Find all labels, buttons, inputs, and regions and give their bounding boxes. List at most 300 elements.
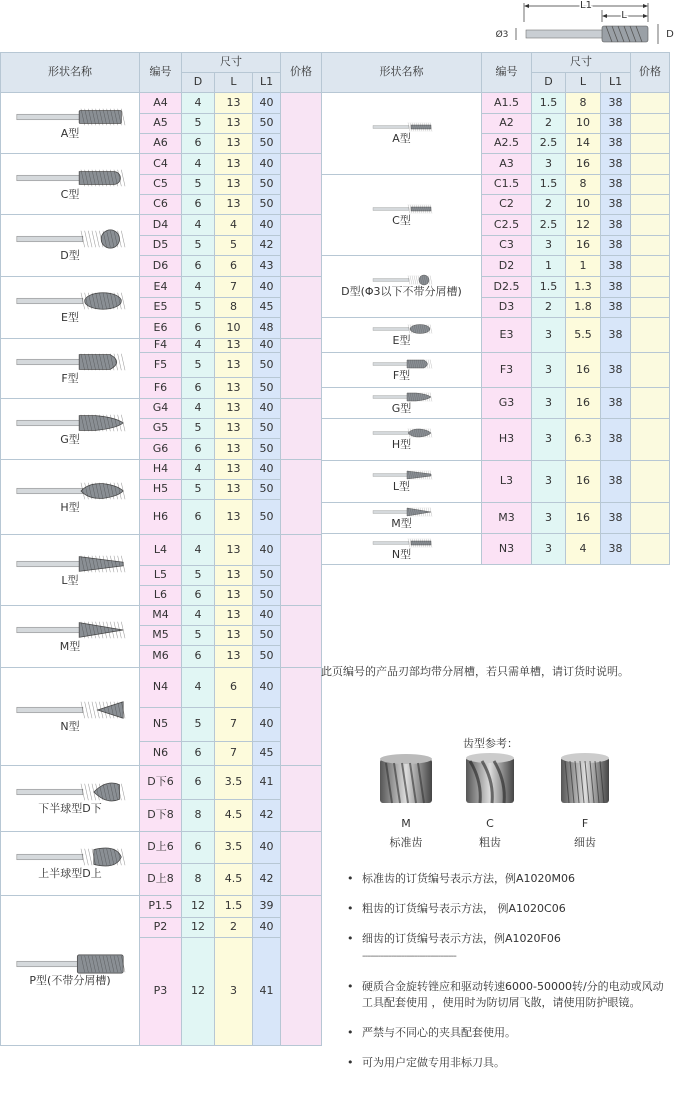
l1-cell: 38	[601, 154, 631, 175]
l-cell: 3.5	[215, 766, 253, 800]
d-cell: 5	[182, 566, 215, 586]
d-cell: 8	[182, 800, 215, 832]
code-cell: H5	[140, 480, 182, 500]
l1-cell: 50	[253, 480, 281, 500]
l1-cell: 45	[253, 298, 281, 318]
code-cell: C2	[482, 195, 532, 215]
l1-cell: 48	[253, 318, 281, 339]
l1-cell: 38	[601, 195, 631, 215]
l-cell: 13	[215, 646, 253, 668]
d-cell: 6	[182, 832, 215, 864]
d-cell: 6	[182, 378, 215, 399]
l-cell: 1.3	[566, 277, 601, 298]
shape-cell	[1, 277, 140, 339]
l-cell: 16	[566, 388, 601, 419]
shape-name: H型	[60, 500, 80, 514]
separator-line: ------------------------------------	[362, 951, 456, 962]
coarse-tooth-image	[462, 753, 518, 807]
shape-cell	[1, 93, 140, 154]
tooth-sample-f	[550, 753, 620, 850]
code-cell: E5	[140, 298, 182, 318]
code-cell: N3	[482, 534, 532, 565]
l-cell: 13	[215, 535, 253, 566]
code-cell: F3	[482, 353, 532, 388]
shape-cell	[1, 535, 140, 606]
l1-cell: 50	[253, 626, 281, 646]
d-cell: 4	[182, 460, 215, 480]
l1-cell: 50	[253, 353, 281, 378]
code-cell: G5	[140, 419, 182, 439]
l1-cell: 40	[253, 154, 281, 175]
d-cell: 5	[182, 353, 215, 378]
fine-tooth-image	[557, 753, 613, 807]
shape-cell	[322, 353, 482, 388]
d-cell: 3	[532, 419, 566, 461]
shape-name: A型	[392, 132, 411, 146]
d-cell: 4	[182, 154, 215, 175]
code-cell: G6	[140, 439, 182, 460]
code-cell: N6	[140, 742, 182, 766]
d-cell: 2	[532, 298, 566, 318]
l-cell: 1.8	[566, 298, 601, 318]
l-cell: 13	[215, 339, 253, 353]
tooth-name: 标准齿	[389, 836, 423, 849]
shape-name: F型	[61, 372, 79, 386]
l1-cell: 42	[253, 236, 281, 256]
dim-d-label: D	[666, 29, 674, 40]
l1-cell: 38	[601, 353, 631, 388]
d-cell: 5	[182, 708, 215, 742]
d-cell: 5	[182, 114, 215, 134]
d-cell: 4	[182, 215, 215, 236]
header-shape: 形状名称	[322, 53, 482, 93]
price-cell	[631, 195, 670, 215]
shape-name: G型	[391, 401, 412, 415]
price-cell	[631, 388, 670, 419]
l-cell: 4.5	[215, 800, 253, 832]
tooth-letter: C	[486, 817, 494, 830]
shape-cell	[322, 503, 482, 534]
l-cell: 4.5	[215, 864, 253, 896]
header-l: L	[566, 73, 601, 93]
d-cell: 3	[532, 503, 566, 534]
shape-name: P型(不带分屑槽)	[29, 974, 111, 988]
code-cell: G3	[482, 388, 532, 419]
l-cell: 13	[215, 500, 253, 535]
bullet-item: • 可为用户定做专用非标刀具。	[341, 1055, 671, 1071]
code-cell: A1.5	[482, 93, 532, 114]
l1-cell: 50	[253, 646, 281, 668]
header-code: 编号	[140, 53, 182, 93]
shape-cell	[322, 175, 482, 256]
code-cell: A3	[482, 154, 532, 175]
l-cell: 8	[566, 175, 601, 195]
d-cell: 6	[182, 586, 215, 606]
order-note: 此页编号的产品刃部均带分屑槽，若只需单槽，请订货时说明。	[321, 665, 629, 678]
l-cell: 3.5	[215, 832, 253, 864]
d-cell: 3	[532, 461, 566, 503]
l1-cell: 42	[253, 864, 281, 896]
price-cell	[631, 277, 670, 298]
shape-cell	[322, 534, 482, 565]
bullet-item: • 粗齿的订货编号表示方法， 例A1020C06	[341, 901, 671, 917]
shape-cell	[322, 256, 482, 318]
table-row	[1, 399, 322, 419]
header-l: L	[215, 73, 253, 93]
code-cell: D3	[482, 298, 532, 318]
l-cell: 13	[215, 566, 253, 586]
l1-cell: 50	[253, 134, 281, 154]
code-cell: M4	[140, 606, 182, 626]
code-cell: F4	[140, 339, 182, 353]
d-cell: 6	[182, 439, 215, 460]
d-cell: 3	[532, 353, 566, 388]
l-cell: 13	[215, 114, 253, 134]
shape-cell	[1, 339, 140, 399]
l1-cell: 50	[253, 500, 281, 535]
code-cell: N4	[140, 668, 182, 708]
l1-cell: 38	[601, 175, 631, 195]
shape-name: N型	[60, 720, 80, 734]
table-row	[1, 668, 322, 708]
bullet-item: • 严禁与不同心的夹具配套使用。	[341, 1025, 671, 1041]
shape-name: F型	[392, 368, 411, 382]
d-cell: 5	[182, 236, 215, 256]
price-cell	[631, 461, 670, 503]
d-cell: 6	[182, 500, 215, 535]
l-cell: 3	[215, 938, 253, 1046]
code-cell: D下8	[140, 800, 182, 832]
l-cell: 13	[215, 586, 253, 606]
d-cell: 2.5	[532, 134, 566, 154]
d-cell: 4	[182, 277, 215, 298]
tooth-sample-c	[455, 753, 525, 850]
dimension-diagram	[480, 0, 688, 52]
d-cell: 4	[182, 668, 215, 708]
table-row	[322, 419, 670, 461]
l-cell: 1.5	[215, 896, 253, 918]
code-cell: C5	[140, 175, 182, 195]
l-cell: 7	[215, 742, 253, 766]
l1-cell: 38	[601, 534, 631, 565]
table-row	[322, 353, 670, 388]
l-cell: 4	[566, 534, 601, 565]
code-cell: F5	[140, 353, 182, 378]
standard-tooth-image	[378, 753, 434, 807]
l1-cell: 50	[253, 114, 281, 134]
price-cell	[281, 535, 322, 606]
ball-tool-icon	[11, 228, 129, 250]
header-d: D	[532, 73, 566, 93]
l-cell: 8	[215, 298, 253, 318]
l-cell: 13	[215, 93, 253, 114]
l-cell: 1	[566, 256, 601, 277]
arch-tool-icon	[11, 351, 129, 373]
right-spec-table	[321, 52, 670, 565]
l-cell: 13	[215, 353, 253, 378]
shape-cell	[322, 461, 482, 503]
d-cell: 5	[182, 175, 215, 195]
l-cell: 13	[215, 134, 253, 154]
price-cell	[281, 832, 322, 896]
d-cell: 6	[182, 742, 215, 766]
shape-name: E型	[61, 311, 79, 325]
table-row	[1, 460, 322, 480]
shape-cell	[322, 93, 482, 175]
code-cell: E3	[482, 318, 532, 353]
header-price: 价格	[281, 53, 322, 93]
l1-cell: 40	[253, 918, 281, 938]
l1-cell: 38	[601, 114, 631, 134]
l-cell: 13	[215, 175, 253, 195]
code-cell: C4	[140, 154, 182, 175]
d-cell: 3	[532, 154, 566, 175]
shape-name: A型	[60, 126, 80, 140]
code-cell: H6	[140, 500, 182, 535]
price-cell	[631, 93, 670, 114]
bullet-item: • 细齿的订货编号表示方法，例A1020F06	[341, 931, 671, 947]
l1-cell: 50	[253, 175, 281, 195]
shape-name: M型	[391, 516, 412, 530]
code-cell: M6	[140, 646, 182, 668]
flame-tool-icon	[11, 480, 129, 502]
cyl-tool-icon	[11, 106, 129, 128]
code-cell: D2	[482, 256, 532, 277]
d-cell: 5	[182, 419, 215, 439]
header-l1: L1	[253, 73, 281, 93]
price-cell	[631, 114, 670, 134]
d-cell: 5	[182, 626, 215, 646]
l-cell: 16	[566, 353, 601, 388]
code-cell: D2.5	[482, 277, 532, 298]
code-cell: M3	[482, 503, 532, 534]
header-code: 编号	[482, 53, 532, 93]
table-row	[1, 896, 322, 918]
shape-cell	[1, 399, 140, 460]
code-cell: D下6	[140, 766, 182, 800]
dim-d3-label: Ø3	[495, 30, 509, 40]
price-cell	[631, 236, 670, 256]
code-cell: E6	[140, 318, 182, 339]
d-cell: 2	[532, 114, 566, 134]
shape-name: E型	[392, 333, 411, 347]
d-cell: 6	[182, 766, 215, 800]
bullet-item: • 标准齿的订货编号表示方法，例A1020M06	[341, 871, 671, 887]
price-cell	[631, 419, 670, 461]
bullet-item: • 硬质合金旋转锉应和驱动转速6000-50000转/分的电动或风动工具配套使用 ，使用时为防切屑飞散，请使用防护眼镜。	[341, 979, 671, 1011]
l1-cell: 40	[253, 708, 281, 742]
code-cell: C6	[140, 195, 182, 215]
d-cell: 6	[182, 256, 215, 277]
d-cell: 1.5	[532, 93, 566, 114]
disc-tool-icon	[11, 953, 129, 975]
l1-cell: 40	[253, 606, 281, 626]
code-cell: A2	[482, 114, 532, 134]
price-cell	[631, 134, 670, 154]
l1-cell: 50	[253, 566, 281, 586]
invcone-tool-icon	[11, 699, 129, 721]
d-cell: 12	[182, 918, 215, 938]
l1-cell: 45	[253, 742, 281, 766]
shape-cell	[1, 460, 140, 535]
l-cell: 13	[215, 419, 253, 439]
d-cell: 3	[532, 318, 566, 353]
l-cell: 10	[566, 114, 601, 134]
d-cell: 8	[182, 864, 215, 896]
d-cell: 1.5	[532, 175, 566, 195]
tooth-letter: F	[581, 817, 589, 830]
shape-name: G型	[60, 432, 80, 446]
l1-cell: 40	[253, 93, 281, 114]
table-row	[1, 277, 322, 298]
shape-name: M型	[59, 640, 81, 654]
header-shape: 形状名称	[1, 53, 140, 93]
code-cell: G4	[140, 399, 182, 419]
code-cell: D4	[140, 215, 182, 236]
l-cell: 5.5	[566, 318, 601, 353]
code-cell: A2.5	[482, 134, 532, 154]
price-cell	[281, 277, 322, 339]
shape-cell	[322, 388, 482, 419]
l1-cell: 41	[253, 938, 281, 1046]
code-cell: N5	[140, 708, 182, 742]
teeth-title: 齿型参考：	[463, 737, 518, 750]
d-cell: 3	[532, 388, 566, 419]
shape-name: 下半球型D下	[38, 802, 102, 816]
d-cell: 1	[532, 256, 566, 277]
l-cell: 13	[215, 460, 253, 480]
header-size: 尺寸	[182, 53, 281, 73]
l1-cell: 40	[253, 399, 281, 419]
tooth-letter: M	[401, 817, 411, 830]
l-cell: 16	[566, 461, 601, 503]
shape-cell	[322, 318, 482, 353]
table-row	[1, 766, 322, 800]
shape-cell	[1, 896, 140, 1046]
code-cell: P2	[140, 918, 182, 938]
shape-cell	[1, 668, 140, 766]
table-row	[322, 175, 670, 195]
l1-cell: 38	[601, 256, 631, 277]
l-cell: 6	[215, 668, 253, 708]
d-cell: 6	[182, 195, 215, 215]
table-row	[322, 318, 670, 353]
price-cell	[281, 215, 322, 277]
l-cell: 16	[566, 236, 601, 256]
price-cell	[631, 534, 670, 565]
l-cell: 6	[215, 256, 253, 277]
code-cell: H3	[482, 419, 532, 461]
d-cell: 4	[182, 93, 215, 114]
d-cell: 6	[182, 646, 215, 668]
price-cell	[631, 256, 670, 277]
price-cell	[281, 339, 322, 399]
header-d: D	[182, 73, 215, 93]
table-row	[322, 93, 670, 114]
code-cell: F6	[140, 378, 182, 399]
code-cell: A6	[140, 134, 182, 154]
code-cell: A4	[140, 93, 182, 114]
halfup-tool-icon	[11, 846, 129, 868]
table-row	[322, 534, 670, 565]
table-row	[1, 154, 322, 175]
l1-cell: 50	[253, 378, 281, 399]
code-cell: E4	[140, 277, 182, 298]
l1-cell: 40	[253, 460, 281, 480]
d-cell: 3	[532, 236, 566, 256]
l-cell: 13	[215, 480, 253, 500]
table-row	[322, 388, 670, 419]
price-cell	[281, 399, 322, 460]
l1-cell: 38	[601, 134, 631, 154]
d-cell: 4	[182, 606, 215, 626]
l1-cell: 50	[253, 439, 281, 460]
shape-name: C型	[60, 187, 80, 201]
tooth-sample-m	[371, 753, 441, 850]
price-cell	[631, 215, 670, 236]
l-cell: 4	[215, 215, 253, 236]
shape-name: 上半球型D上	[38, 867, 102, 881]
code-cell: L4	[140, 535, 182, 566]
l1-cell: 38	[601, 461, 631, 503]
table-row	[1, 606, 322, 626]
price-cell	[281, 668, 322, 766]
notes-panel	[321, 587, 669, 1096]
d-cell: 4	[182, 339, 215, 353]
price-cell	[281, 154, 322, 215]
l1-cell: 39	[253, 896, 281, 918]
d-cell: 1.5	[532, 277, 566, 298]
code-cell: L3	[482, 461, 532, 503]
l1-cell: 38	[601, 298, 631, 318]
l-cell: 13	[215, 378, 253, 399]
l1-cell: 38	[601, 318, 631, 353]
table-row	[322, 503, 670, 534]
l1-cell: 40	[253, 668, 281, 708]
d-cell: 5	[182, 298, 215, 318]
code-cell: L6	[140, 586, 182, 606]
dim-l-label: L	[621, 10, 627, 21]
price-cell	[631, 503, 670, 534]
l-cell: 7	[215, 708, 253, 742]
code-cell: P3	[140, 938, 182, 1046]
l1-cell: 40	[253, 215, 281, 236]
l1-cell: 38	[601, 93, 631, 114]
l-cell: 13	[215, 439, 253, 460]
code-cell: P1.5	[140, 896, 182, 918]
l-cell: 8	[566, 93, 601, 114]
code-cell: D上8	[140, 864, 182, 896]
shape-name: D型	[60, 249, 80, 263]
code-cell: C2.5	[482, 215, 532, 236]
l-cell: 2	[215, 918, 253, 938]
shape-cell	[322, 419, 482, 461]
tree-tool-icon	[11, 412, 129, 434]
l1-cell: 38	[601, 503, 631, 534]
l1-cell: 50	[253, 419, 281, 439]
l1-cell: 38	[601, 388, 631, 419]
shape-name: D型(Φ3以下不带分屑槽)	[341, 285, 462, 299]
l-cell: 16	[566, 154, 601, 175]
l-cell: 10	[566, 195, 601, 215]
shape-name: L型	[392, 480, 411, 494]
l-cell: 7	[215, 277, 253, 298]
header-size: 尺寸	[532, 53, 631, 73]
price-cell	[281, 896, 322, 1046]
shape-cell	[1, 154, 140, 215]
left-spec-table	[0, 52, 322, 1046]
l-cell: 13	[215, 154, 253, 175]
